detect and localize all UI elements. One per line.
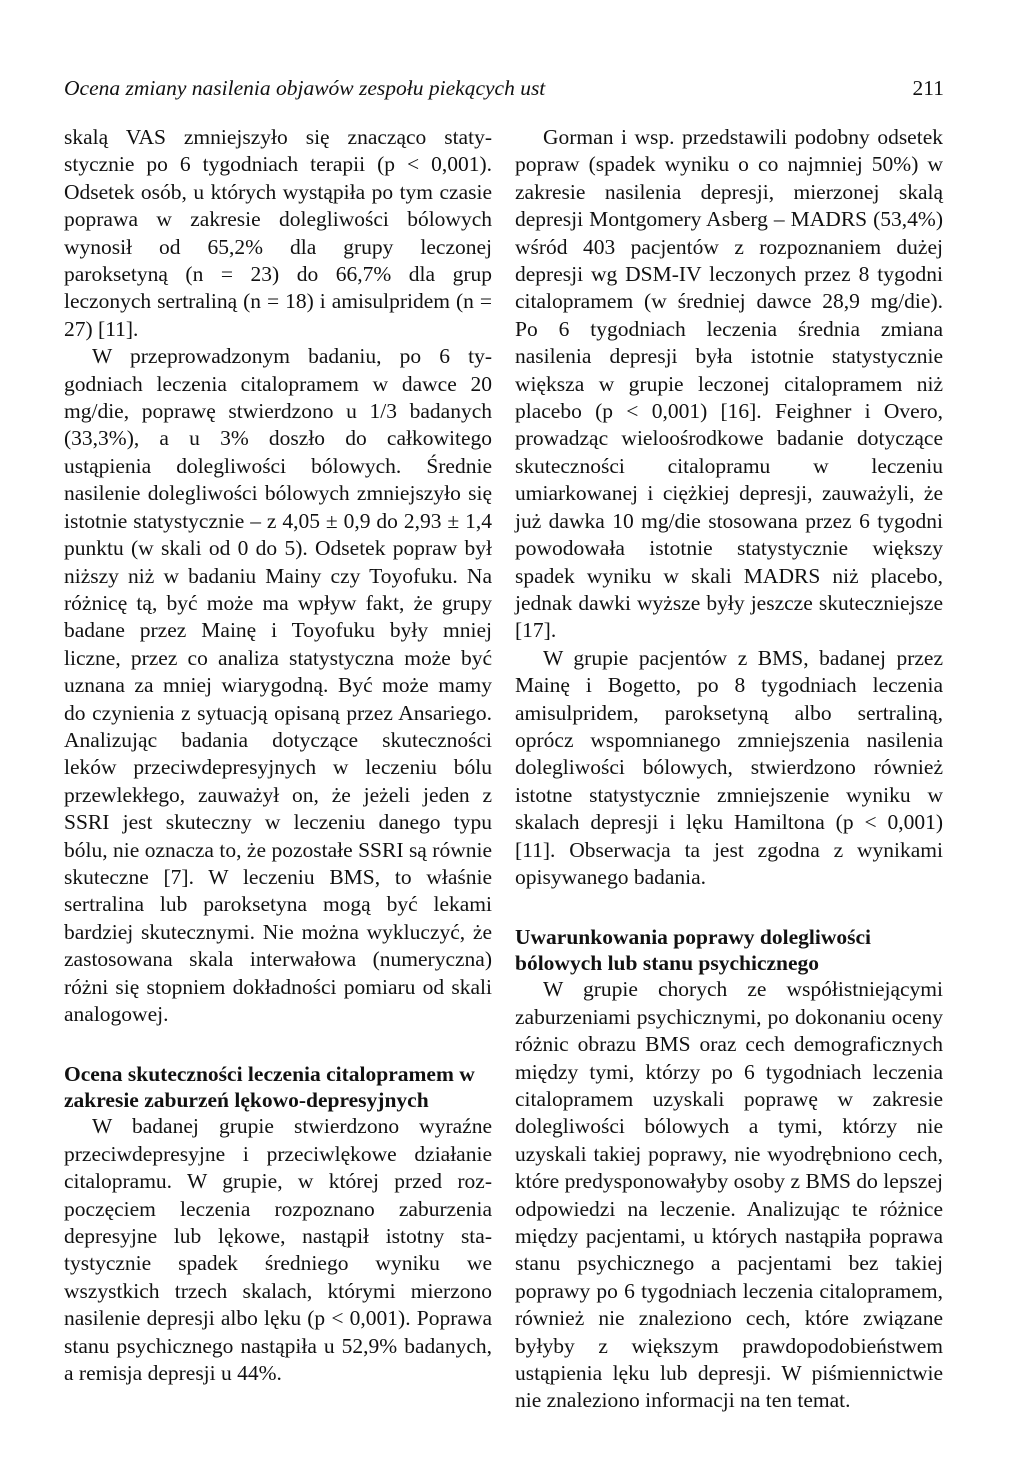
- paragraph: Gorman i wsp. przedstawili podobny odsetek popraw (spadek wyniku o co najmniej 50%) w zakresie nasilenia depresji, mierzonej skalą depresji Montgomery Asberg – MADRS (53,4%) wśród 403 pacjentów z rozpoznaniem dużej depresji wg DSM-IV leczonych przez 8 tygodni citalopramem (w średniej dawce 28,9 mg/die). Po 6 tygodniach leczenia średnia zmiana nasilenia depresji była istotnie statystycznie większa w grupie leczonej citalopramem niż placebo (p < 0,001) [16]. Feighner i Overo, prowadząc wieloośrodkowe badanie dotyczące skuteczności citalopramu w leczeniu umiarkowanej i ciężkiej depresji, zauważyli, że już dawka 10 mg/die stosowana przez 6 tygodni powodowała istotnie statystycznie większy spadek wyniku w skali MADRS niż placebo, jednak dawki wyższe były jeszcze skuteczniejsze [17].: [515, 125, 943, 643]
- section-heading: Ocena skuteczności leczenia citalopramem w zakresie zaburzeń lękowo-depresyjnych: [64, 1062, 475, 1113]
- page-number: 211: [912, 76, 944, 100]
- running-header: [64, 68, 944, 108]
- paragraph: W grupie pacjentów z BMS, badanej przez Mainę i Bogetto, po 8 tygodniach leczenia amisulpridem, paroksetyną albo sertraliną, oprócz wspomnianego zmniejszenia nasilenia dolegliwości bólowych, stwierdzono również istotne statystycznie zmniejszenie wyniku w skalach depresji i lęku Hamiltona (p < 0,001) [11]. Obserwacja ta jest zgodna z wynikami opisywanego badania.: [515, 645, 943, 889]
- left-column: [64, 124, 492, 1387]
- paragraph: W przeprowadzonym badaniu, po 6 tygodniach leczenia citalopramem w dawce 20 mg/die, poprawę stwierdzono u 1/3 badanych (33,3%), a u 3% doszło do całkowitego ustąpienia dolegliwości bólowych. Średnie nasilenie dolegliwości bólowych zmniejszyło się istotnie statystycznie – z 4,05 ± 0,9 do 2,93 ± 1,4 punktu (w skali od 0 do 5). Odsetek popraw był niższy niż w badaniu Mainy czy Toyofuku. Na różnicę tą, być może ma wpływ fakt, że grupy badane przez Mainę i Toyofuku były mniej liczne, przez co analiza statystyczna może być uznana za mniej wiarygodną. Być może mamy do czynienia z sytuacją opisaną przez Ansariego. Analizując badania dotyczące skuteczności leków przeciwdepresyjnych w leczeniu bólu przewlekłego, zauważył on, że jeżeli jeden z SSRI jest skuteczny w leczeniu danego typu bólu, nie oznacza to, że pozostałe SSRI są równie skuteczne [7]. W leczeniu BMS, to właśnie sertralina lub paroksetyna mogą być lekami bardziej skutecznymi. Nie można wykluczyć, że zastosowana skala interwałowa (numeryczna) różni się stopniem dokładności pomiaru od skali analogowej.: [64, 344, 492, 1026]
- section-heading: Uwarunkowania poprawy dolegliwości bólowych lub stanu psychicznego: [515, 925, 871, 976]
- paragraph: W badanej grupie stwierdzono wyraźne przeciwdepresyjne i przeciwlękowe działanie citalopramu. W grupie, w której przed rozpoczęciem leczenia rozpoznano zaburzenia depresyjne lub lękowe, nastąpił istotny statystycznie spadek średniego wyniku we wszystkich trzech skalach, którymi mierzono nasilenie depresji albo lęku (p < 0,001). Poprawa stanu psychicznego nastąpiła u 52,9% badanych, a remisja depresji u 44%.: [64, 1114, 492, 1386]
- paragraph: W grupie chorych ze współistniejącymi zaburzeniami psychicznymi, po dokonaniu oceny różnic obrazu BMS oraz cech demograficznych między tymi, którzy po 6 tygodniach leczenia citalopramem uzyskali poprawę w zakresie dolegliwości bólowych a tymi, którzy nie uzyskali takiej poprawy, nie wyodrębniono cech, które predysponowałyby osoby z BMS do lepszej odpowiedzi na leczenie. Analizując te różnice między pacjentami, u których nastąpiła poprawa stanu psychicznego a pacjentami bez takiej poprawy po 6 tygodniach leczenia citalopramem, również nie znaleziono cech, które związane byłyby z większym prawdopodobieństwem ustąpienia lęku lub depresji. W piśmiennictwie nie znaleziono informacji na ten temat.: [515, 977, 943, 1413]
- right-column: [515, 124, 943, 1415]
- running-title: Ocena zmiany nasilenia objawów zespołu piekących ust: [64, 76, 546, 100]
- paragraph: skalą VAS zmniejszyło się znacząco statystycznie po 6 tygodniach terapii (p < 0,001). Odsetek osób, u których wystąpiła po tym czasie poprawa w zakresie dolegliwości bólowych wynosił od 65,2% dla grupy leczonej paroksetyną (n = 23) do 66,7% dla grup leczonych sertraliną (n = 18) i amisulpridem (n = 27) [11].: [64, 125, 492, 341]
